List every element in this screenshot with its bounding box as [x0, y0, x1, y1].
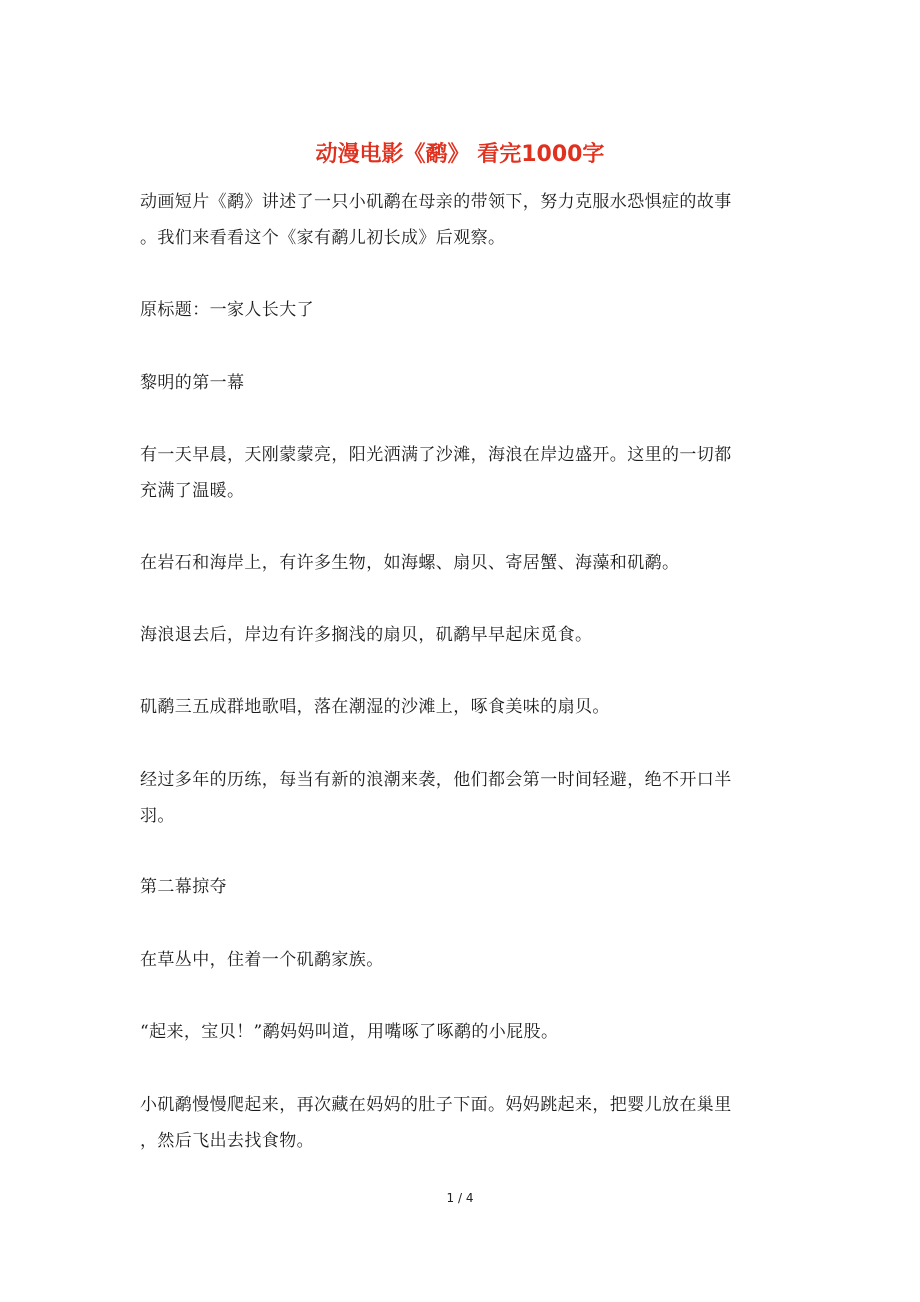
paragraph-waves	[140, 617, 780, 653]
paragraph-line: 有一天早晨，天刚蒙蒙亮，阳光洒满了沙滩，海浪在岸边盛开。这里的一切都	[140, 445, 732, 465]
paragraph-line: 第二幕掠夺	[140, 877, 227, 897]
section-heading-plunder	[140, 869, 780, 905]
paragraph-wake-up	[140, 1014, 780, 1050]
document-title: 动漫电影《鹬》 看完1000字	[315, 142, 605, 167]
paragraph-line: 充满了温暖。	[140, 481, 245, 501]
paragraph-line: “起来，宝贝！”鹬妈妈叫道，用嘴啄了啄鹬的小屁股。	[140, 1022, 559, 1042]
paragraph-line: 原标题：一家人长大了	[140, 300, 314, 320]
paragraph-line: ，然后飞出去找食物。	[140, 1131, 314, 1151]
paragraph-line: 羽。	[140, 806, 175, 826]
paragraph-line: 小矶鹬慢慢爬起来，再次藏在妈妈的肚子下面。妈妈跳起来，把婴儿放在巢里	[140, 1095, 732, 1115]
paragraph-line: 黎明的第一幕	[140, 373, 245, 393]
paragraph-family	[140, 942, 780, 978]
paragraph-singing	[140, 689, 780, 725]
paragraph-original-title	[140, 292, 780, 328]
paragraph-line: 在岩石和海岸上，有许多生物，如海螺、扇贝、寄居蟹、海藻和矶鹬。	[140, 553, 680, 573]
paragraph-line: 动画短片《鹬》讲述了一只小矶鹬在母亲的带领下，努力克服水恐惧症的故事	[140, 192, 732, 212]
page-number: 1 / 4	[446, 1191, 474, 1205]
paragraph-nest	[140, 1087, 780, 1159]
paragraph-line: 在草丛中，住着一个矶鹬家族。	[140, 950, 384, 970]
paragraph-creatures	[140, 545, 780, 581]
paragraph-experience	[140, 762, 780, 834]
paragraph-line: 经过多年的历练，每当有新的浪潮来袭，他们都会第一时间轻避，绝不开口半	[140, 770, 732, 790]
paragraph-intro	[140, 184, 780, 256]
paragraph-morning	[140, 437, 780, 509]
paragraph-line: 。我们来看看这个《家有鹬儿初长成》后观察。	[140, 228, 506, 248]
section-heading-dawn	[140, 365, 780, 401]
paragraph-line: 海浪退去后，岸边有许多搁浅的扇贝，矶鹬早早起床觅食。	[140, 625, 593, 645]
paragraph-line: 矶鹬三五成群地歌唱，落在潮湿的沙滩上，啄食美味的扇贝。	[140, 697, 610, 717]
